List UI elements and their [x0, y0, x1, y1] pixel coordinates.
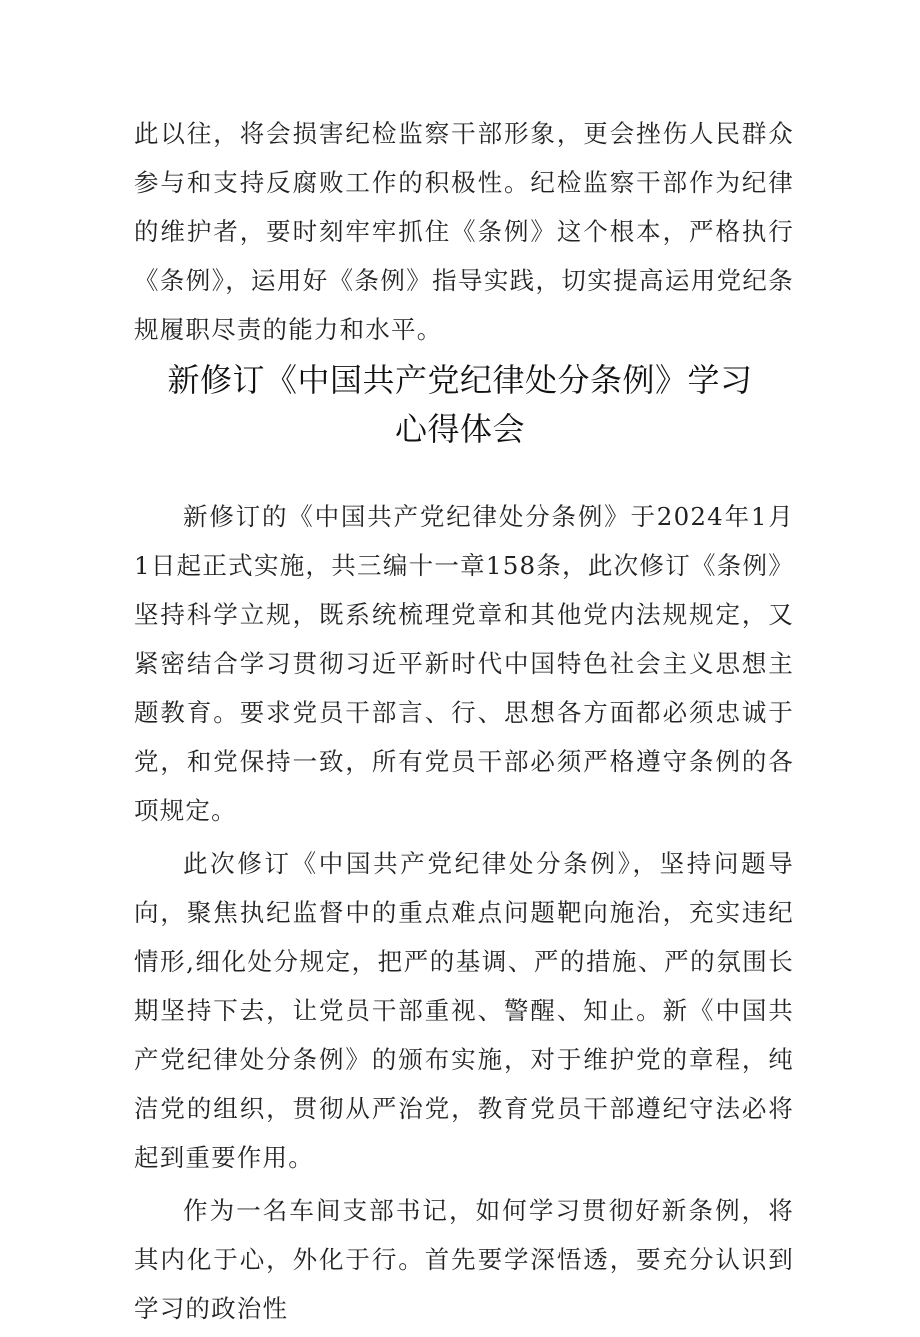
body-paragraph-2: 此次修订《中国共产党纪律处分条例》，坚持问题导向，聚焦执纪监督中的重点难点问题靶向施治，充实违纪情形,细化处分规定，把严的基调、严的措施、严的氛围长期坚持下去，让党员干部重视、警醒、知止。新《中国共产党纪律处分条例》的颁布实施，对于维护党的章程，纯洁党的组织，贯彻从严治党，教育党员干部遵纪守法必将起到重要作用。	[134, 849, 794, 1172]
title-line-2: 心得体会	[394, 410, 525, 448]
article-title	[100, 356, 820, 454]
body-paragraph-3: 作为一名车间支部书记，如何学习贯彻好新条例，将其内化于心，外化于行。首先要学深悟透，要充分认识到学习的政治性	[134, 1196, 794, 1323]
body-paragraph-1: 新修订的《中国共产党纪律处分条例》于2024年1月1日起正式实施，共三编十一章158条，此次修订《条例》坚持科学立规，既系统梳理党章和其他党内法规规定，又紧密结合学习贯彻习近平新时代中国特色社会主义思想主题教育。要求党员干部言、行、思想各方面都必须忠诚于党，和党保持一致，所有党员干部必须严格遵守条例的各项规定。	[134, 502, 794, 825]
title-line-1: 新修订《中国共产党纪律处分条例》学习	[167, 361, 753, 399]
continuation-paragraph: 此以往，将会损害纪检监察干部形象，更会挫伤人民群众参与和支持反腐败工作的积极性。纪检监察干部作为纪律的维护者，要时刻牢牢抓住《条例》这个根本，严格执行《条例》，运用好《条例》指导实践，切实提高运用党纪条规履职尽责的能力和水平。	[134, 119, 794, 344]
article-body	[134, 492, 794, 1337]
